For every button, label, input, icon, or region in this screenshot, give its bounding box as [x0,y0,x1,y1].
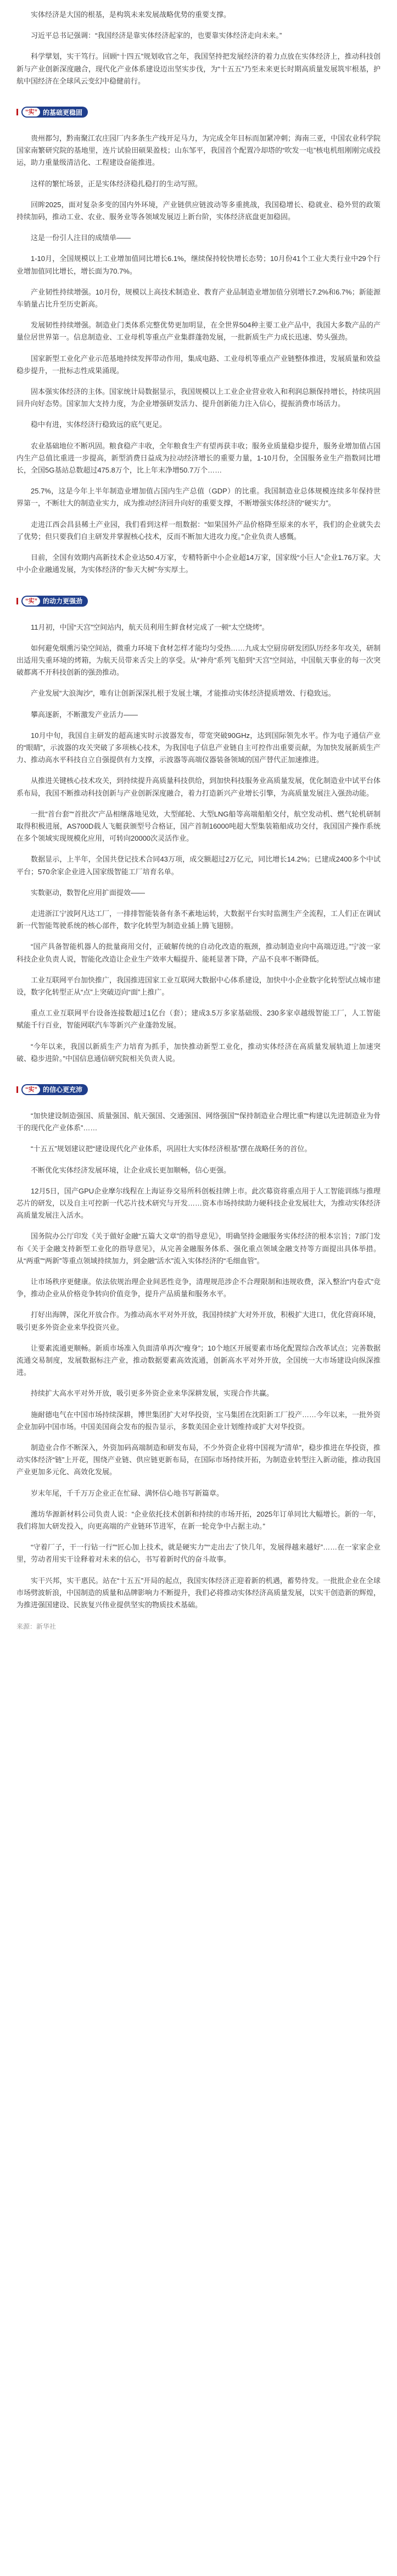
body-paragraph: 固本强实体经济的主体。国家统计局数据显示，我国规模以上工业企业营业收入和利润总额保持增长，持续巩固回升向好态势。国家加大支持力度，为企业增强研发活力、提升创新能力注入信心，提振消费市场活力。 [16,387,381,408]
body-paragraph: 走进浙江宁波阿凡达工厂，一排排智能装备有条不紊地运转，大数据平台实时监测生产全流程，工人们正在调试新一代智能驾驶系统的核心部件，数字化转型为制造业插上腾飞翅膀。 [16,909,381,930]
body-paragraph: 让市场秩序更健康。依法依规治理企业间恶性竞争，清理规范涉企不合理限制和违规收费，深入整治“内卷式”竞争，推动企业从价格竞争转向价值竞争，提升产品质量和服务水平。 [16,1278,381,1298]
heading-marker [16,1086,18,1093]
intro-paragraph: 习近平总书记强调：“我国经济是靠实体经济起家的，也要靠实体经济走向未来。” [31,31,282,40]
body-paragraph: 农业基础地位不断巩固。粮食稳产丰收，全年粮食生产有望再获丰收；服务业质量稳步提升，服务业增加值占国内生产总值比重进一步提高，新型消费日益成为拉动经济增长的重要力量，1-10月份，全国服务业生产指数同比增长，全国5G基站总数超过475.8万个，比上年末净增50.7万个…… [16,441,381,475]
body-paragraph: 这样的繁忙场景，正是实体经济稳扎稳打的生动写照。 [31,179,203,188]
section-title: 的信心更充沛 [43,1086,83,1094]
body-paragraph: 11月初，中国“天宫”空间站内，航天员利用生鲜食材完成了一顿“太空烧烤”。 [31,623,269,631]
body-paragraph: 制造业合作不断深入，外资加码高端制造和研发布局，不少外资企业将中国视为“清单”，稳步推进在华投资，推动实体经济“链”上开花，围绕产业链、供应链更新布局，在国际市场持续开拓，为制造业转型注入新动能，推动我国产业更加多元化、高效化发展。 [16,1444,381,1476]
intro-paragraph: 实体经济是大国的根基，是构筑未来发展战略优势的重要支撑。 [31,10,231,19]
body-paragraph: 不断优化实体经济发展环境，让企业成长更加顺畅，信心更强。 [31,1165,231,1174]
body-paragraph: “今年以来，我国以新质生产力培育为抓手，加快推动新型工业化，推动实体经济在高质量发展轨道上加速突破、稳步进阶。”中国信息通信研究院相关负责人说。 [16,1042,381,1063]
body-paragraph: 25.7%，这是今年上半年制造业增加值占国内生产总值（GDP）的比重。我国制造业总体规模连续多年保持世界第一，不断壮大的制造业实力，成为推动经济回升向好的重要支撑，不断增强实体经济的“硬实力”。 [16,487,381,508]
body-paragraph: 如何避免烟熏污染空间站，微重力环境下食材怎样才能均匀受热……九成太空厨房研发团队历经多年攻关，研制出适用失重环境的烤箱，为航天员带来舌尖上的享受。从“神舟”系列飞船到“天宫”空间站，中国航天事业的每一次突破都离不开科技创新的强劲推动。 [16,643,381,677]
body-paragraph: 稳中有进，实体经济行稳致远的底气更足。 [31,420,167,429]
body-paragraph: 这是一份引人注目的成绩单—— [31,234,131,242]
heading-marker [16,109,18,115]
body-paragraph: 1-10月，全国规模以上工业增加值同比增长6.1%，继续保持较快增长态势；10月份41个工业大类行业中29个行业增加值同比增长，增长面为70.7%。 [16,254,381,275]
body-paragraph: 重点工业互联网平台设备连接数超过1亿台（套）；建成3.5万多家基础级、230多家卓越级智能工厂，人工智能赋能千行百业，智能网联汽车等新兴产业蓬勃发展。 [16,1009,381,1030]
body-paragraph: 10月中旬，我国自主研发的超高速实时示波器发布，带宽突破90GHz，达到国际领先水平。作为电子通信产业的“眼睛”，示波器的攻关突破了多项核心技术，为我国电子信息产业链自主可控作出重要贡献，为加快发展新质生产力、推动高水平科技自立自强提供有力支撑，示波器等高端仪器装备领域的国产替代正加速推进。 [16,731,381,764]
body-paragraph: “加快建设制造强国、质量强国、航天强国、交通强国、网络强国”“保持制造业合理比重”“构建以先进制造业为骨干的现代化产业体系”…… [16,1111,381,1132]
body-paragraph: 走进江西会昌县稀土产业园，我们看到这样一组数据：“如果国外产品价格降至原来的水平，我们的企业就失去了优势；但只要我们自主研发并掌握核心技术，反而不断加大进攻力度。”企业负责人感慨。 [16,520,381,541]
body-paragraph: 打好出海牌，深化开放合作。为推动高水平对外开放，我国持续扩大对外开放，积极扩大进口，优化营商环境，吸引更多外资企业来华投资兴业。 [16,1311,381,1331]
body-paragraph: 潍坊华源新材料公司负责人说：“企业依托技术创新和持续的市场开拓，2025年订单同比大幅增长。新的一年，我们将加大研发投入，向更高端的产业链环节进军，在新一轮竞争中占据主动。” [16,1509,381,1531]
body-paragraph: 产业韧性持续增强。10月份，规模以上高技术制造业、教育产业品制造业增加值分别增长7.2%和6.7%；新能源车销量占比升至历史新高。 [16,287,381,309]
body-paragraph: 目前，全国有效期内高新技术企业达50.4万家，专精特新中小企业超14万家，国家级“小巨人”企业1.76万家。大中小企业融通发展，为实体经济的“参天大树”夯实厚土。 [16,553,381,574]
body-paragraph: 持续扩大高水平对外开放，吸引更多外资企业来华深耕发展，实现合作共赢。 [31,1389,274,1398]
section-heading [16,104,381,120]
section-quote-mark: “实” [23,597,40,606]
section-badge [21,596,88,607]
body-paragraph: 数据显示，上半年，全国共登记技术合同43万项，成交额超过2万亿元，同比增长14.2%；已建成2400多个中试平台；570余家企业进入国家级智能工厂培育名单。 [16,855,381,876]
body-paragraph: 产业发展“大浪淘沙”，唯有让创新深深扎根于发展土壤，才能推动实体经济提质增效、行稳致远。 [31,689,336,698]
body-paragraph: “国产具备智能机器人的批量商用交付，正破解传统的自动化改造的瓶颈，推动制造业向中高端迈进。”宁波一家科技企业负责人说，智能化改造让企业生产效率大幅提升、能耗显著下降，产品不良率不断降低。 [16,942,381,963]
body-paragraph: 贵州都匀，黔南聚江农庄园厂内多条生产线开足马力，为完成全年目标而加紧冲刺；海南三亚，中国农业科学院国家南繁研究院的基地里，连片试验田硕果盈枝；山东邹平，我国首个配置冷却塔的“吹发一电”核电机组刚刚完成投运，助力重量级清洁化、工程建设奋能推进。 [16,134,381,167]
section-badge [21,1084,88,1095]
heading-marker [16,598,18,604]
body-paragraph: 让要素流通更顺畅。新质市场准入负面清单再次“瘦身”；10个地区开展要素市场化配置综合改革试点；完善数据流通交易制度，发展数据标注产业，推动数据要素高效流通，创新高水平对外开放，全国统一大市场建设向纵深推进。 [16,1343,381,1377]
body-paragraph: “守着厂子，干一行钻一行”“匠心加上技术，就是硬实力”“‘走出去’了快几年，发展得越来越好”……在一家家企业里，劳动者用实干诠释着对未来的信心，书写着新时代的奋斗故事。 [16,1543,381,1564]
body-paragraph: 国务院办公厅印发《关于做好金融“五篇大文章”的指导意见》，明确坚持金融服务实体经济的根本宗旨；7部门发布《关于金融支持新型工业化的指导意见》，从完善金融服务体系、强化重点领域金融支持等方面提出具体举措。从“两重”“两新”等重点领域持续加力，到金融“活水”流入实体经济的“毛细血管”。 [16,1232,381,1265]
section-heading [16,1081,381,1098]
body-paragraph: 攀高逐新，不断激发产业活力—— [31,710,138,719]
section-quote-mark: “实” [23,1085,40,1094]
body-paragraph: 实数驱动，数智化应用扩面提效—— [31,888,146,897]
section-badge [21,107,88,118]
body-paragraph: 一批“首台套”“首批次”产品相继落地见效，大型邮轮、大型LNG船等高端船舶交付，航空发动机、燃气轮机研制取得积极进展，AS700D载人飞艇获颁型号合格证，国产首制16000吨超大型集装箱船成功交付，我国国产操作系统在多个领域实现规模化应用，可转向20000次灵活作业。 [16,809,381,843]
section-title: 的基础更稳固 [43,108,83,116]
section-quote-mark: “实” [23,108,40,116]
body-paragraph: 发展韧性持续增强。制造业门类体系完整优势更加明显，在全世界504种主要工业产品中，我国大多数产品的产量位居世界第一。信息制造业、工业母机等重点产业集群蓬勃发展，一批新质生产力成长迅速、势头强劲。 [16,321,381,342]
body-paragraph: 工业互联网平台加快推广，我国推进国家工业互联网大数据中心体系建设，加快中小企业数字化转型试点城市建设，数字化转型正从“点”上突破迈向“面”上推广。 [16,975,381,996]
body-paragraph: 回眸2025，面对复杂多变的国内外环境，产业链供应链波动等多重挑战，我国稳增长、稳就业、稳外贸的政策持续加码，推动工业、农业、服务业等各领域发展迈上新台阶，实体经济底盘更加稳固。 [16,200,381,221]
intro-paragraph: 科学擘划，实干笃行。回顾“十四五”规划收官之年，我国坚持把发展经济的着力点放在实体经济上，推动科技创新与产业创新深度融合，现代化产业体系建设迈出坚实步伐，为“十五五”乃至未来更长时期高质量发展筑牢根基，护航中国经济在全球风云变幻中稳健前行。 [16,52,381,85]
body-paragraph: 施耐德电气在中国市场持续深耕，博世集团扩大对华投资，宝马集团在沈阳新工厂投产……今年以来，一批外资企业加码中国市场。中国美国商会发布的报告显示，多数美国企业计划维持或扩大对华投资。 [16,1410,381,1431]
source-credit: 来源：新华社 [16,1623,57,1631]
body-paragraph: 实干兴邦，实干惠民。站在“十五五”开局的起点，我国实体经济正迎着新的机遇，蓄势待发。一批批企业在全球市场劈波斩浪，中国制造的质量和品牌影响力不断提升，我们必将推动实体经济高质量发展，以实干创造新的辉煌，为推进强国建设、民族复兴伟业提供坚实的物质技术基础。 [16,1576,381,1609]
body-paragraph: 12月5日，国产GPU企业摩尔线程在上海证券交易所科创板挂牌上市。此次募资将重点用于人工智能训练与推理芯片的研发，以及自主可控新一代芯片技术研究与开发……资本市场持续助力硬科技企业发展壮大，为推动实体经济高质量发展注入活水。 [16,1186,381,1220]
body-paragraph: 岁末年尾，千千万万企业正在忙碌、满怀信心地书写新篇章。 [31,1489,224,1497]
body-paragraph: 从推进关键核心技术攻关，到持续提升高质量科技供给，到加快科技服务业高质量发展，优化制造业中试平台体系布局，我国不断推动科技创新与产业创新深度融合，着力打造新兴产业增长引擎，为高质量发展注入强劲动能。 [16,776,381,797]
body-paragraph: 国家新型工业化产业示范基地持续发挥带动作用，集成电路、工业母机等重点产业链整体推进，发展质量和效益稳步提升，一批标志性成果涌现。 [16,354,381,375]
body-paragraph: “十五五”规划建议把“建设现代化产业体系，巩固壮大实体经济根基”摆在战略任务的首位。 [31,1145,312,1153]
section-heading [16,593,381,609]
section-title: 的动力更强劲 [43,597,83,605]
